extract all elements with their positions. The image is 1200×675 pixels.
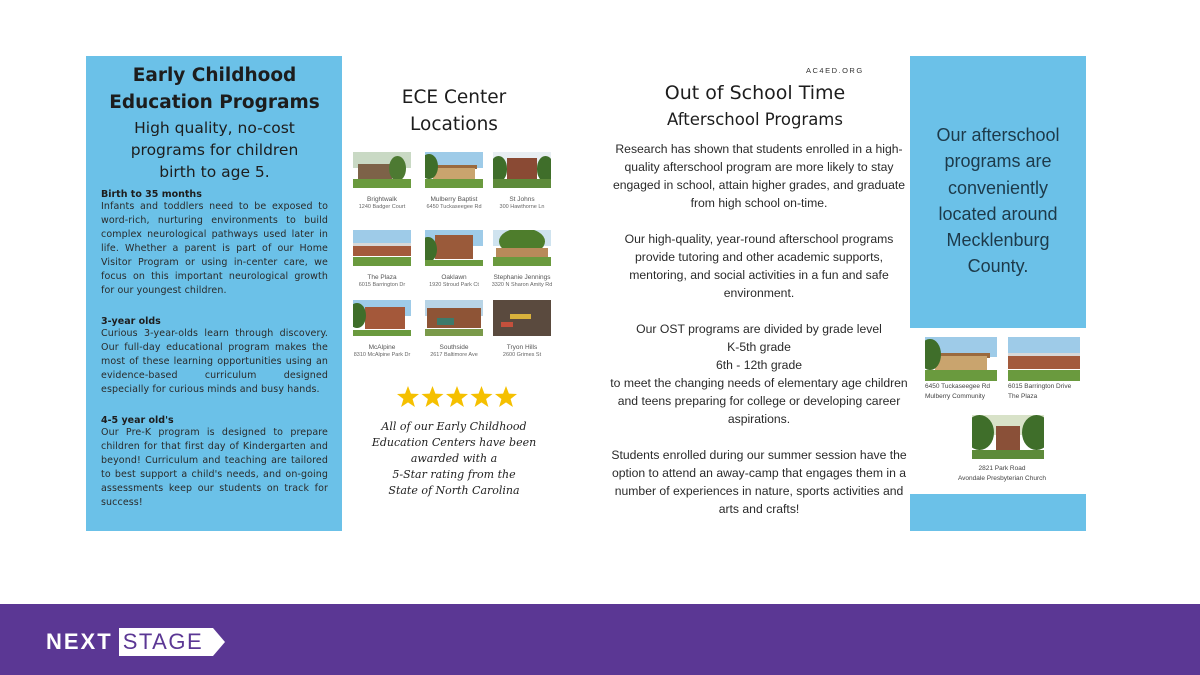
ost-paragraph: Research has shown that students enrolled in a high-quality afterschool program are more likely to stay engaged in school, attain higher grades, and graduate from high school on-time. (612, 142, 906, 210)
center-address: 3320 N Sharon Amity Rd (491, 282, 553, 288)
grade-levels-intro: Our OST programs are divided by grade level (636, 322, 882, 336)
rating-line: 5-Star rating from the (392, 468, 516, 481)
section-4-5-year-olds (101, 415, 328, 510)
center-photo (493, 230, 551, 266)
footer-bar (0, 604, 1200, 675)
ece-programs-subtitle: High quality, no-cost programs for children birth to age 5. (130, 119, 299, 181)
center-card (421, 300, 487, 359)
center-name: Brightwalk (367, 196, 397, 203)
section-heading: Birth to 35 months (101, 189, 202, 200)
location-name: Mulberry Community (925, 393, 985, 400)
location-address: 6450 Tuckaseegee Rd (925, 383, 991, 390)
center-card (421, 152, 487, 211)
center-card (421, 230, 487, 289)
center-address: 8310 McAlpine Park Dr (353, 352, 411, 358)
center-card (489, 300, 555, 359)
star-rating-statement (360, 419, 548, 499)
logo-next-text: NEXT (46, 629, 113, 654)
center-address: 300 Hawthorne Ln (499, 204, 545, 210)
location-photo (972, 415, 1044, 459)
ost-grade-levels (606, 320, 912, 428)
center-card (349, 300, 415, 359)
center-name: Stephanie Jennings (493, 274, 551, 281)
rating-line: All of our Early Childhood (381, 420, 527, 433)
center-photo (353, 300, 411, 336)
ece-locations-title-line2: Locations (410, 114, 498, 135)
location-photo (1008, 337, 1080, 381)
ece-programs-title-line1: Early Childhood (132, 65, 297, 86)
rating-line: Education Centers have been (371, 436, 537, 449)
center-address: 6015 Barrington Dr (358, 282, 406, 288)
location-name: The Plaza (1008, 393, 1038, 400)
section-body: Our Pre-K program is designed to prepare children for that first day of Kindergarten and beyond! Curriculum and teaching are tailored to best support a child's needs, and on-going assessments keep our students on track for success! (101, 427, 328, 508)
ost-paragraph: Students enrolled during our summer session have the option to attend an away-camp that engages them in a number of experiences in nature, sports activities and arts and crafts! (611, 448, 907, 516)
ece-locations-title-line1: ECE Center (401, 87, 507, 108)
center-name: McAlpine (368, 344, 396, 351)
center-address: 1240 Badger Court (358, 204, 406, 210)
center-row (349, 300, 559, 370)
center-card (349, 152, 415, 211)
center-photo (493, 152, 551, 188)
center-row (349, 152, 559, 222)
section-heading: 4-5 year old's (101, 415, 174, 426)
center-row (349, 230, 559, 300)
center-address: 2600 Grimes St (502, 352, 542, 358)
section-body: Curious 3-year-olds learn through discovery. Our full-day educational program makes the most of these learning opportunities using an evidence-based curriculum designed especially for curious minds and busy hands. (101, 328, 328, 395)
center-name: The Plaza (367, 274, 397, 281)
center-name: Tryon Hills (506, 344, 538, 351)
center-address: 1920 Stroud Park Ct (429, 282, 479, 288)
section-3-year-olds (101, 316, 328, 397)
center-name: Mulberry Baptist (430, 196, 478, 203)
section-birth-35-months (101, 189, 328, 298)
center-name: Southside (439, 344, 469, 351)
rating-line: State of North Carolina (388, 484, 520, 497)
grade-level-6-12: 6th - 12th grade (715, 358, 803, 372)
center-photo (353, 152, 411, 188)
center-photo (425, 300, 483, 336)
center-address: 2617 Baltimore Ave (430, 352, 478, 358)
ece-programs-title-line2: Education Programs (109, 92, 320, 113)
grade-level-k5: K-5th grade (727, 340, 791, 354)
center-photo (425, 152, 483, 188)
five-star-rating-icon (396, 385, 518, 409)
center-photo (493, 300, 551, 336)
logo-stage-text: STAGE (122, 629, 204, 654)
org-website-label: AC4ED.ORG (806, 66, 864, 75)
center-photo (353, 230, 411, 266)
ost-body (606, 140, 912, 536)
location-name: Avondale Presbyterian Church (957, 475, 1047, 482)
center-name: St Johns (509, 196, 535, 203)
center-card (489, 152, 555, 211)
early-childhood-panel (86, 56, 342, 531)
afterschool-locations-text: Our afterschool programs are conveniently located around Mecklenburg County. (936, 125, 1060, 277)
rating-line: awarded with a (410, 452, 498, 465)
center-photo (425, 230, 483, 266)
right-panel-footer-bar (910, 494, 1086, 531)
section-body: Infants and toddlers need to be exposed to word-rich, nurturing environments to build complex neurological pathways used later in life. Whether a parent is part of our Home Visitor Program or using in-center care, we focus on this important neurological growth for our youngest children. (101, 201, 328, 296)
afterschool-location-photos (922, 337, 1082, 489)
location-photo (925, 337, 997, 381)
center-address: 6450 Tuckaseegee Rd (426, 204, 482, 210)
section-heading: 3-year olds (101, 316, 161, 327)
ece-center-locations (349, 84, 559, 358)
nextstage-logo (46, 628, 217, 656)
center-card (489, 230, 555, 289)
ost-subtitle: Afterschool Programs (667, 110, 843, 129)
location-address: 6015 Barrington Drive (1008, 383, 1072, 390)
ost-title: Out of School Time (664, 82, 846, 104)
logo-stage-badge (119, 628, 217, 656)
center-name: Oaklawn (441, 274, 467, 281)
afterschool-locations-panel (910, 56, 1086, 328)
location-address: 2821 Park Road (978, 465, 1026, 472)
center-card (349, 230, 415, 289)
ost-paragraph: Our high-quality, year-round afterschool programs provide tutoring and other academic supports, mentoring, and social activities in a fun and safe environment. (624, 232, 894, 300)
grade-levels-purpose: to meet the changing needs of elementary age children and teens preparing for college or developing career aspirations. (610, 376, 908, 426)
